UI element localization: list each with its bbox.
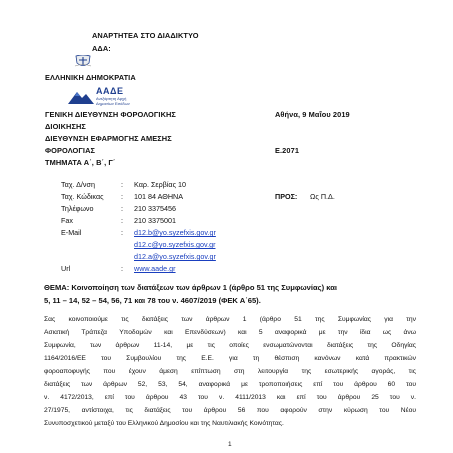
document-date: Αθήνα, 9 Μαΐου 2019 [275, 110, 350, 119]
ada-label: ΑΔΑ: [92, 44, 111, 53]
url-link[interactable]: www.aade.gr [134, 264, 176, 273]
greek-emblem-icon [74, 55, 92, 68]
body-line: Συνυποσχετικού μεταξύ του Ελληνικού Δημοσίου και της Ναυτιλιακής Κοινότητας. [44, 420, 284, 427]
subject-line-2: 5, 11 – 14, 52 – 54, 56, 71 και 78 του ν. 4607/2019 (ΦΕΚ Α΄65). [44, 296, 261, 305]
phone-value: 210 3375456 [134, 204, 176, 213]
page-number: 1 [228, 441, 232, 448]
posted-online-label: ΑΝΑΡΤΗΤΕΑ ΣΤΟ ΔΙΑΔΙΚΤΥΟ [92, 31, 199, 40]
url-label: Url [61, 264, 71, 273]
body-line: Σας κοινοποιούμε τις διατάξεις των άρθρων 1 (άρθρο 51 της Συμφωνίας για την [44, 316, 416, 323]
recipient-value: Ως Π.Δ. [310, 192, 335, 201]
body-line: φοροαποφυγής που έχουν άμεση επίπτωση στη λειτουργία της εσωτερικής αγοράς, τις [44, 368, 416, 375]
body-line: διατάξεις των άρθρων 52, 53, 54, αναφορικά με τροποποιήσεις επί του άρθρου 60 του [44, 381, 416, 388]
republic-title: ΕΛΛΗΝΙΚΗ ΔΗΜΟΚΡΑΤΙΑ [45, 73, 136, 82]
issuer-line-2: ΔΙΟΙΚΗΣΗΣ [45, 122, 86, 131]
aade-logo-icon [66, 88, 96, 106]
postcode-colon: : [121, 192, 123, 201]
fax-value: 210 3375001 [134, 216, 176, 225]
body-line: Ασιατική Τράπεζα Υποδομών και Επενδύσεων) και 5 αναφορικά με την ίδια ως άνω [44, 329, 416, 336]
email-link-2[interactable]: d12.c@yo.syzefxis.gov.gr [134, 240, 216, 249]
phone-colon: : [121, 204, 123, 213]
body-line: ν. 4172/2013, επί του άρθρου 43 του ν. 4111/2013 και επί του άρθρου 25 του ν. [44, 394, 416, 401]
body-line: 1164/2016/ΕΕ του Συμβουλίου της Ε.Ε. για τη θέσπιση κανόνων κατά πρακτικών [44, 355, 416, 362]
url-colon: : [121, 264, 123, 273]
protocol-number: Ε.2071 [275, 146, 300, 155]
postcode-value: 101 84 ΑΘΗΝΑ [134, 192, 183, 201]
issuer-line-4: ΦΟΡΟΛΟΓΙΑΣ [45, 146, 96, 155]
fax-label: Fax [61, 216, 73, 225]
issuer-line-1: ΓΕΝΙΚΗ ΔΙΕΥΘΥΝΣΗ ΦΟΡΟΛΟΓΙΚΗΣ [45, 110, 176, 119]
body-line: 27/1975, αντίστοιχα, τις διατάξεις του άρθρου 56 που αφορούν στην κύρωση του Νέου [44, 407, 416, 414]
address-colon: : [121, 180, 123, 189]
email-link-3[interactable]: d12.a@yo.syzefxis.gov.gr [134, 252, 216, 261]
issuer-line-5: ΤΜΗΜΑΤΑ Α΄, Β΄, Γ΄ [45, 158, 116, 167]
address-label: Ταχ. Δ/νση [61, 180, 95, 189]
email-colon: : [121, 228, 123, 237]
email-link-1[interactable]: d12.b@yo.syzefxis.gov.gr [134, 228, 216, 237]
body-line: Συμφωνία, των άρθρων 11-14, με τις οποίες ενσωματώνονται διατάξεις της Οδηγίας [44, 342, 416, 349]
issuer-line-3: ΔΙΕΥΘΥΝΣΗ ΕΦΑΡΜΟΓΗΣ ΑΜΕΣΗΣ [45, 134, 172, 143]
aade-subtitle-2: Δημοσίων Εσόδων [96, 101, 130, 106]
aade-name: ΑΑΔΕ [96, 86, 124, 96]
recipient-label: ΠΡΟΣ: [275, 192, 298, 201]
aade-subtitle-1: Ανεξάρτητη Αρχή [96, 96, 127, 101]
postcode-label: Ταχ. Κώδικας [61, 192, 104, 201]
email-label: E-Mail [61, 228, 82, 237]
address-value: Καρ. Σερβίας 10 [134, 180, 187, 189]
fax-colon: : [121, 216, 123, 225]
phone-label: Τηλέφωνο [61, 204, 94, 213]
subject-line-1: ΘΕΜΑ: Κοινοποίηση των διατάξεων των άρθρων 1 (άρθρο 51 της Συμφωνίας) και [44, 283, 338, 292]
